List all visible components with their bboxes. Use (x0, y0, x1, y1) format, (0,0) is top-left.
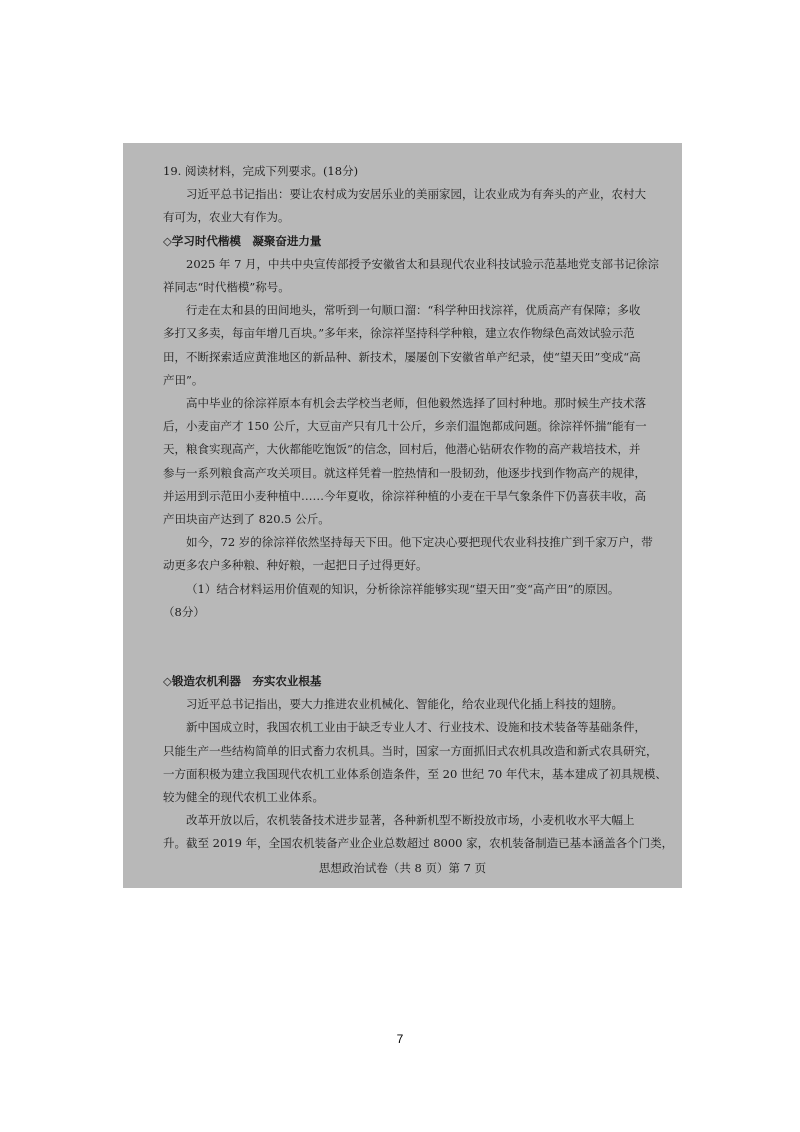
section-heading: ◇学习时代楷模 凝聚奋进力量 (163, 233, 322, 248)
paragraph-line: 动更多农户多种粮、种好粮，一起把日子过得更好。 (163, 558, 428, 573)
paragraph-line: 较为健全的现代农机工业体系。 (163, 790, 324, 805)
paragraph-line: 行走在太和县的田间地头，常听到一句顺口溜：“科学种田找淙祥，优质高产有保障；多收 (186, 303, 641, 318)
section-heading: ◇锻造农机利器 夯实农业根基 (163, 674, 322, 689)
exam-footer: 思想政治试卷（共 8 页）第 7 页 (318, 860, 487, 875)
paragraph-line: 并运用到示范田小麦种植中……今年夏收，徐淙祥种植的小麦在干旱气象条件下仍喜获丰收，高 (163, 488, 646, 503)
scanned-exam-page (123, 143, 682, 888)
paragraph-line: 改革开放以后，农机装备技术进步显著，各种新机型不断投放市场，小麦机收水平大幅上 (186, 813, 635, 828)
paragraph-line: 产田”。 (163, 372, 204, 387)
paragraph-line: 如今，72 岁的徐淙祥依然坚持每天下田。他下定决心要把现代农业科技推广到千家万户，带 (186, 535, 653, 550)
paragraph-line: 后，小麦亩产才 150 公斤，大豆亩产只有几十公斤，乡亲们温饱都成问题。徐淙祥怀揣“能有一 (163, 419, 647, 434)
paragraph-line: 一方面积极为建立我国现代农机工业体系创造条件，至 20 世纪 70 年代末，基本建成了初具规模、 (163, 766, 667, 781)
paragraph-line: 高中毕业的徐淙祥原本有机会去学校当老师，但他毅然选择了回村种地。那时候生产技术落 (186, 396, 646, 411)
intro-line: 习近平总书记指出：要让农村成为安居乐业的美丽家园，让农业成为有奔头的产业，农村大 (186, 187, 646, 202)
paragraph-line: 祥同志“时代楷模”称号。 (163, 280, 290, 295)
paragraph-line: 2025 年 7 月，中共中央宣传部授予安徽省太和县现代农业科技试验示范基地党支部书记徐淙 (186, 256, 660, 271)
paragraph-line: 只能生产一些结构简单的旧式畜力农机具。当时，国家一方面抓旧式农机具改造和新式农具研究， (163, 743, 658, 758)
paragraph-line: 天，粮食实现高产，大伙都能吃饱饭”的信念，回村后，他潜心钻研农作物的高产栽培技术，并 (163, 442, 641, 457)
answer-space (163, 624, 664, 670)
task-line: （1）结合材料运用价值观的知识，分析徐淙祥能够实现“望天田”变“高产田”的原因。 (186, 581, 620, 596)
page-number: 7 (396, 1032, 404, 1046)
paragraph-line: 升。截至 2019 年，全国农机装备产业企业总数超过 8000 家，农机装备制造已基本涵盖各个门类， (163, 836, 674, 851)
paragraph-line: 习近平总书记指出，要大力推进农业机械化、智能化，给农业现代化插上科技的翅膀。 (186, 697, 623, 712)
paragraph-line: 产田块亩产达到了 820.5 公斤。 (163, 512, 330, 527)
paragraph-line: 田，不断探索适应黄淮地区的新品种、新技术，屡屡创下安徽省单产纪录，使“望天田”变成“高 (163, 349, 641, 364)
task-points: （8分） (163, 604, 205, 619)
paragraph-line: 多打又多卖，每亩年增几百块。”多年来，徐淙祥坚持科学种粮，建立农作物绿色高效试验示范 (163, 326, 635, 341)
paragraph-line: 新中国成立时，我国农机工业由于缺乏专业人才、行业技术、设施和技术装备等基础条件， (186, 720, 646, 735)
paragraph-line: 参与一系列粮食高产攻关项目。就这样凭着一腔热情和一股韧劲，他逐步找到作物高产的规律， (163, 465, 646, 480)
question-header: 19. 阅读材料，完成下列要求。(18分) (163, 164, 359, 178)
intro-line: 有可为，农业大有作为。 (163, 210, 290, 225)
